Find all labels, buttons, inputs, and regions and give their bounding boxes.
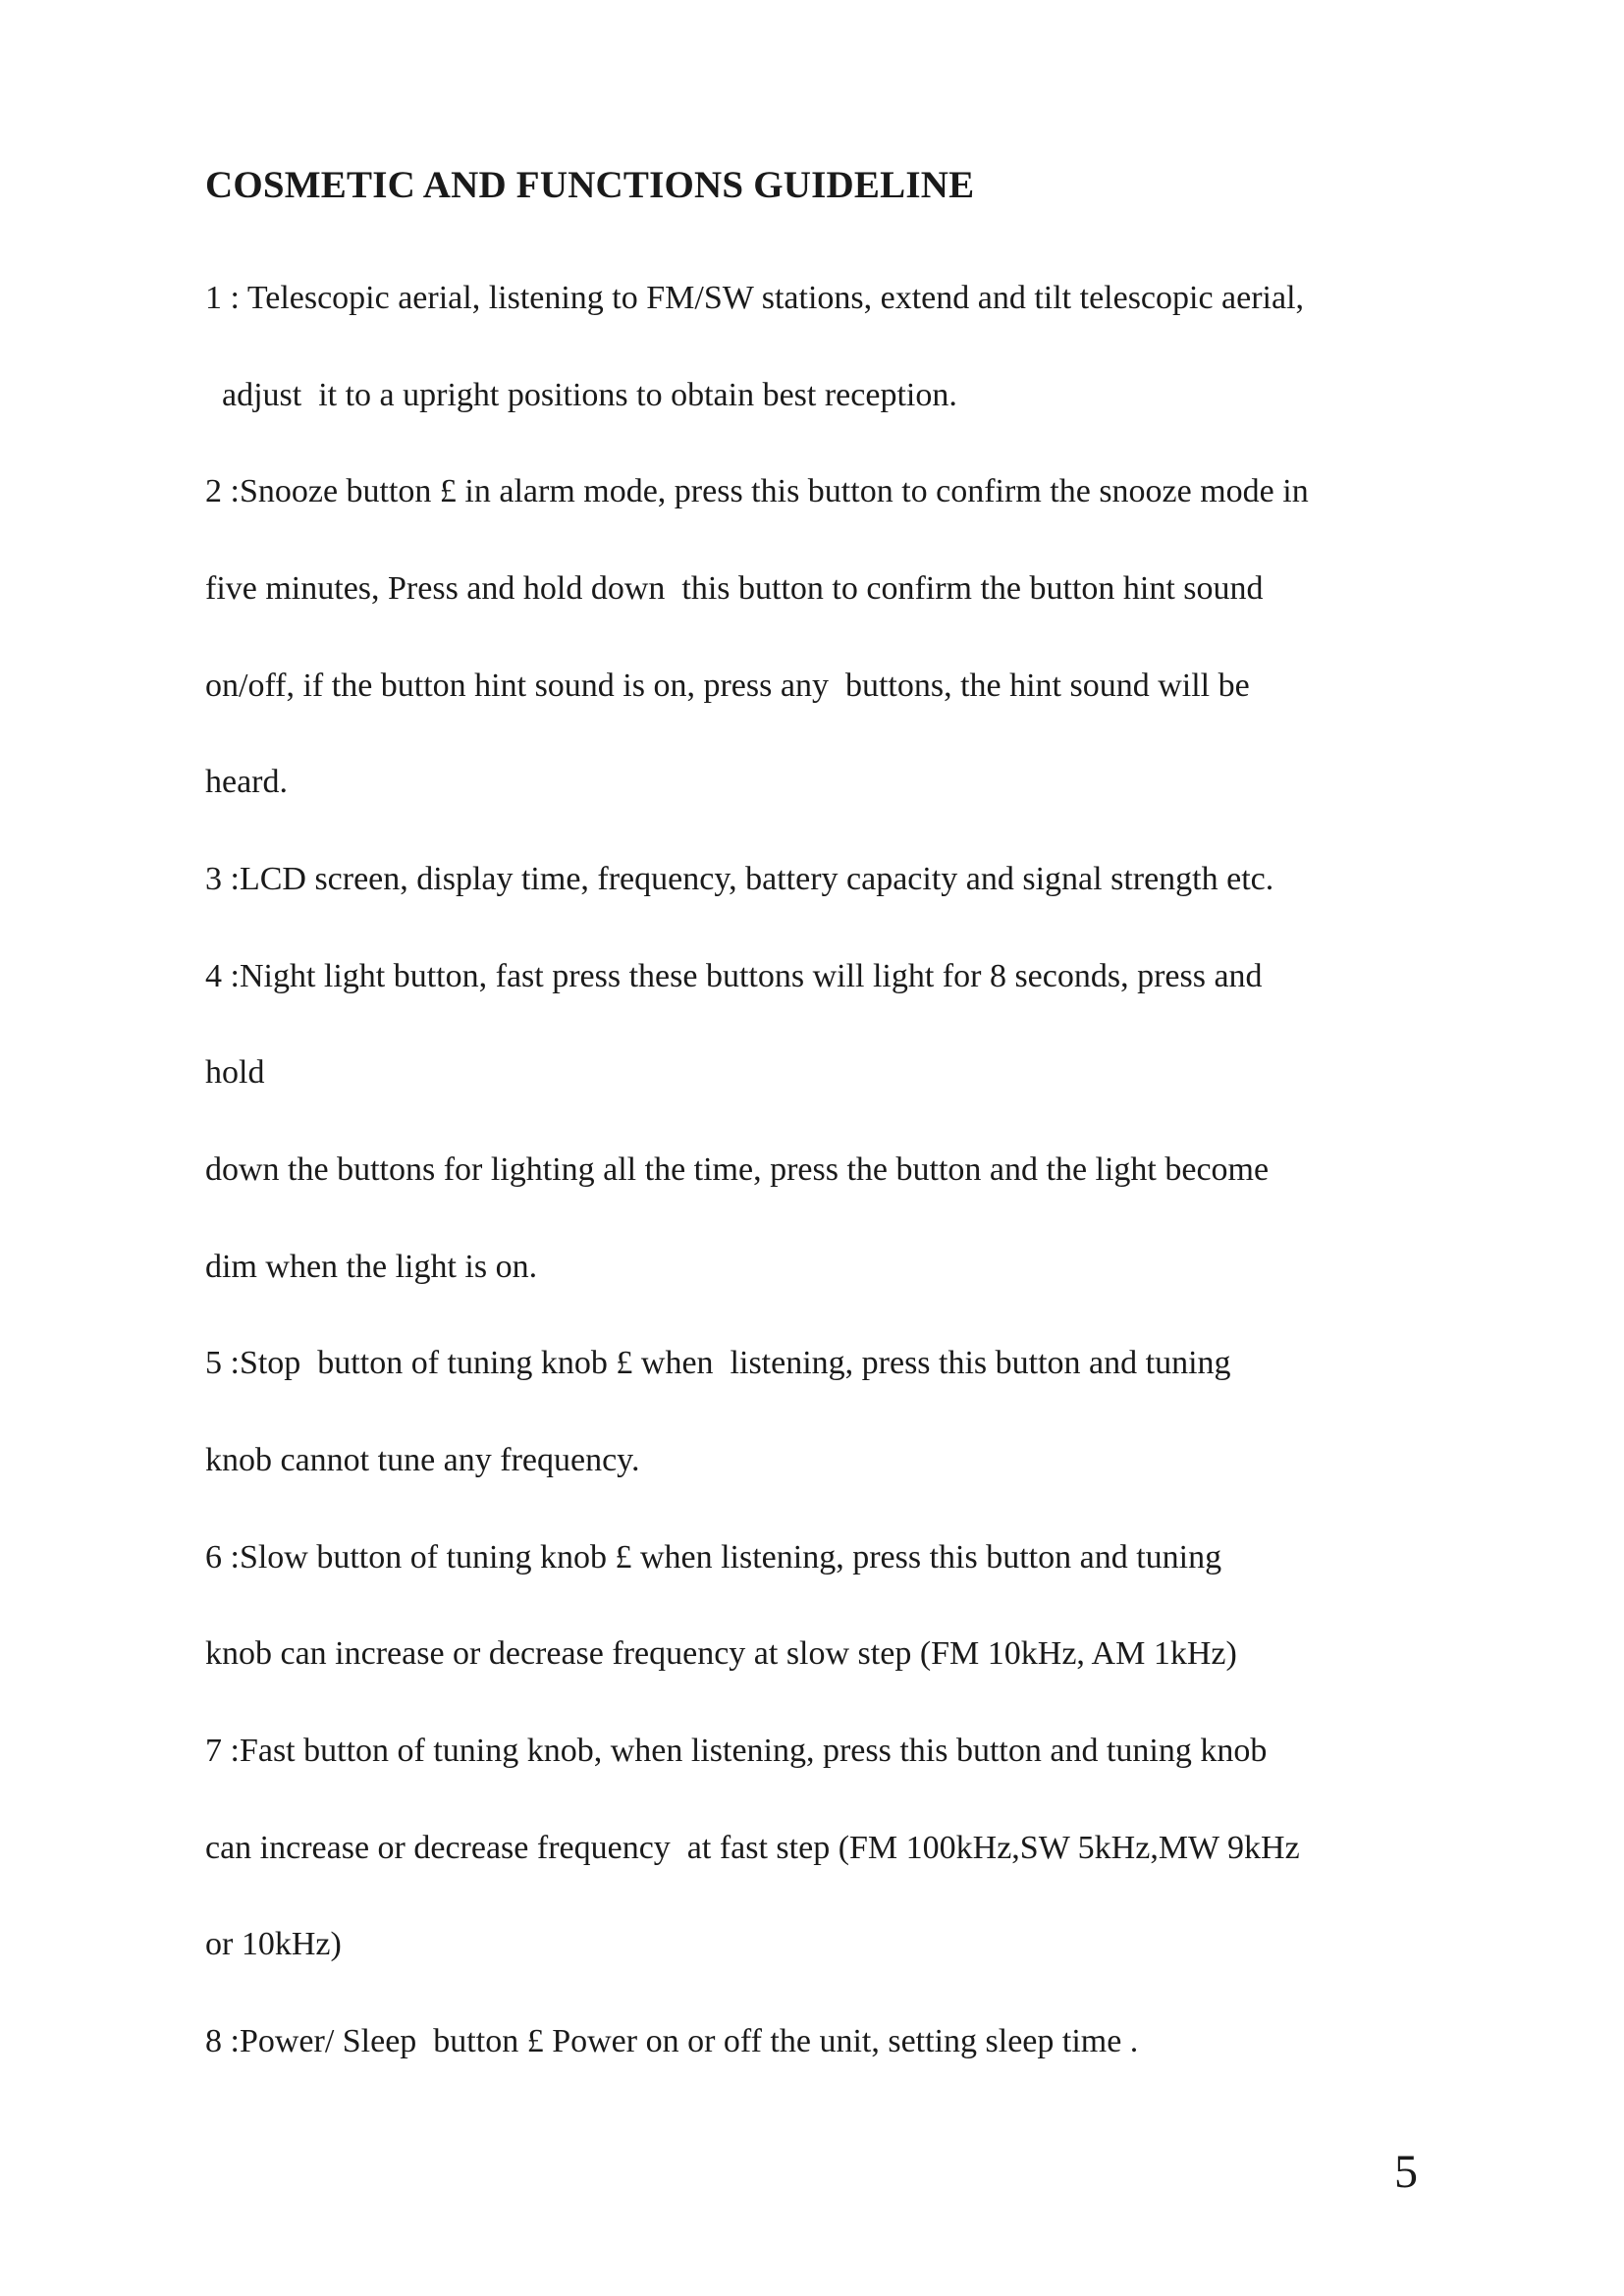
text-line: hold: [205, 1054, 265, 1091]
text-line: on/off, if the button hint sound is on, press any buttons, the hint sound will be: [205, 667, 1250, 704]
text-line: down the buttons for lighting all the time, press the button and the light become: [205, 1151, 1270, 1188]
page-number: 5: [1394, 2146, 1418, 2198]
text-line: knob can increase or decrease frequency at slow step (FM 10kHz, AM 1kHz): [205, 1635, 1237, 1672]
text-line: 5 :Stop button of tuning knob £ when listening, press this button and tuning: [205, 1345, 1231, 1381]
text-line: adjust it to a upright positions to obtain best reception.: [205, 377, 957, 413]
text-line: 4 :Night light button, fast press these buttons will light for 8 seconds, press and: [205, 958, 1263, 994]
text-line: 1 : Telescopic aerial, listening to FM/SW stations, extend and tilt telescopic aerial,: [205, 280, 1305, 316]
text-line: 8 :Power/ Sleep button £ Power on or off the unit, setting sleep time .: [205, 2023, 1139, 2059]
text-line: 7 :Fast button of tuning knob, when listening, press this button and tuning knob: [205, 1733, 1268, 1769]
text-line: dim when the light is on.: [205, 1249, 538, 1285]
page-title: COSMETIC AND FUNCTIONS GUIDELINE: [205, 164, 975, 206]
text-line: or 10kHz): [205, 1926, 342, 1962]
text-line: heard.: [205, 764, 289, 800]
text-line: 3 :LCD screen, display time, frequency, battery capacity and signal strength etc.: [205, 861, 1274, 897]
text-line: 6 :Slow button of tuning knob £ when listening, press this button and tuning: [205, 1539, 1222, 1575]
text-line: five minutes, Press and hold down this button to confirm the button hint sound: [205, 570, 1264, 607]
text-line: knob cannot tune any frequency.: [205, 1442, 640, 1478]
text-line: can increase or decrease frequency at fast step (FM 100kHz,SW 5kHz,MW 9kHz: [205, 1830, 1300, 1866]
text-line: 2 :Snooze button £ in alarm mode, press this button to confirm the snooze mode in: [205, 473, 1309, 509]
